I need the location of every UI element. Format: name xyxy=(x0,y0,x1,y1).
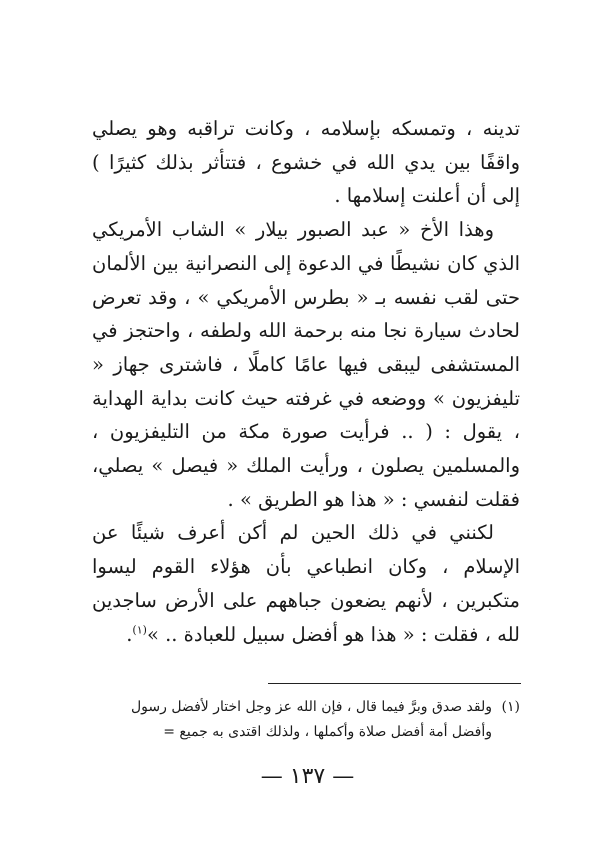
paragraph-end-mark: . xyxy=(126,622,133,646)
footnote-line-1 xyxy=(92,695,520,720)
footnote-text-1: ولقد صدق وبرَّ فيما قال ، فإن الله عز وجل اختار لأفضل رسول xyxy=(130,699,492,715)
paragraph-prostration-text: لكنني في ذلك الحين لم أكن أعرف شيئًا عن الإسلام ، وكان انطباعي بأن هؤلاء القوم ليسوا متكبرين ، لأنهم يضعون جباههم على الأرض ساجدين لله ، فقلت : « هذا هو أفضل سبيل للعبادة .. » xyxy=(92,521,520,646)
paragraph-abdul-sabur: وهذا الأخ « عبد الصبور بيلار » الشاب الأمريكي الذي كان نشيطًا في الدعوة إلى النصرانية بين الألمان حتى لقب نفسه بـ « بطرس الأمريكي » ، وقد تعرض لحادث سيارة نجا منه برحمة الله ولطفه ، واحتجز في المستشفى ليبقى فيها عامًا كاملًا ، فاشترى جهاز « تليفزيون » ووضعه في غرفته حيث كانت بداية الهداية ، يقول : ( .. فرأيت صورة مكة من التليفزيون ، والمسلمين يصلون ، ورأيت الملك « فيصل » يصلي، فقلت لنفسي : « هذا هو الطريق » . xyxy=(92,218,520,511)
footnote xyxy=(92,695,520,745)
footnote-divider xyxy=(268,683,521,684)
paragraph-continuation: تدينه ، وتمسكه بإسلامه ، وكانت تراقبه وهو يصلي واقفًا بين يدي الله في خشوع ، فتتأثر بذلك كثيرًا ) إلى أن أعلنت إسلامها . xyxy=(92,117,520,208)
footnote-number: (١) xyxy=(501,699,520,715)
paragraph-prostration xyxy=(92,516,520,651)
page-number: — ١٣٧ — xyxy=(260,764,355,789)
footnote-reference[interactable]: (١) xyxy=(132,623,147,637)
footnote-line-2: وأفضل أمة أفضل صلاة وأكملها ، ولذلك اقتدى به جميع = xyxy=(163,724,492,740)
main-text xyxy=(92,112,520,651)
